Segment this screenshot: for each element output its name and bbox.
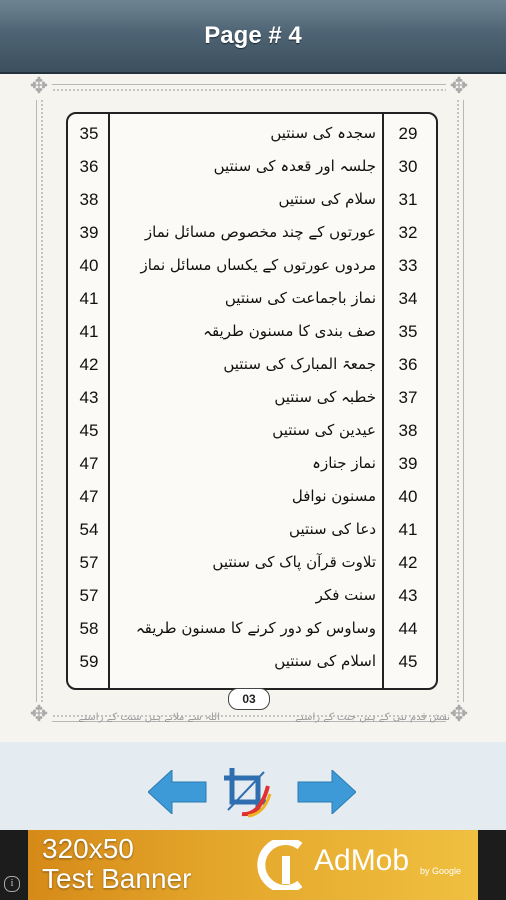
toc-title: سنت فکر <box>315 586 376 604</box>
toc-row <box>68 514 436 547</box>
toc-title: جلسہ اور قعدہ کی سنتیں <box>213 157 376 175</box>
toc-item-number: 38 <box>398 421 418 440</box>
ad-brand: AdMob <box>314 844 410 877</box>
toc-item-number: 45 <box>398 652 418 671</box>
admob-logo-icon <box>256 840 306 890</box>
toc-item-number: 39 <box>398 454 418 473</box>
toc-row <box>68 283 436 316</box>
toc-page-number: 35 <box>79 124 99 143</box>
toc-row <box>68 250 436 283</box>
corner-ornament-icon: ✥ <box>26 74 52 100</box>
toc-page-number: 38 <box>79 190 99 209</box>
toc-title: نماز جنازہ <box>312 454 376 472</box>
right-arrow-icon[interactable] <box>296 770 356 814</box>
toc-page-number: 57 <box>79 586 99 605</box>
toc-title: عیدین کی سنتیں <box>272 421 376 439</box>
toc-row <box>68 151 436 184</box>
toc-title: دعا کی سنتیں <box>289 520 376 538</box>
toc-item-number: 42 <box>398 553 418 572</box>
toc-page-number: 45 <box>79 421 99 440</box>
info-icon[interactable]: i <box>4 876 20 892</box>
toc-row <box>68 580 436 613</box>
ad-by-google: by Google <box>420 866 462 876</box>
toc-title: مردوں عورتوں کے یکساں مسائل نماز <box>140 256 376 274</box>
corner-ornament-icon: ✥ <box>446 702 472 728</box>
toc-title: تلاوت قرآن پاک کی سنتیں <box>212 553 376 571</box>
toc-item-number: 30 <box>398 157 418 176</box>
toc-item-number: 41 <box>398 520 418 539</box>
toc-item-number: 40 <box>398 487 418 506</box>
toc-page-number: 58 <box>79 619 99 638</box>
crop-icon[interactable] <box>222 764 272 818</box>
toc-row <box>68 613 436 646</box>
toc-title: سلام کی سنتیں <box>278 190 376 208</box>
toc-title: جمعۃ المبارک کی سنتیں <box>223 355 376 373</box>
toc-title: عورتوں کے چند مخصوص مسائل نماز <box>144 223 376 241</box>
footer-verse-left: اللہ سے ملاتے ہیں سنت کے راستے <box>78 712 220 723</box>
toc-row <box>68 382 436 415</box>
toc-page-number: 47 <box>79 487 99 506</box>
toc-title: وساوس کو دور کرنے کا مسنون طریقہ <box>135 619 376 637</box>
toc-item-number: 35 <box>398 322 418 341</box>
toc-page-number: 41 <box>79 289 99 308</box>
toc-page-number: 59 <box>79 652 99 671</box>
toc-title: مسنون نوافل <box>291 487 376 505</box>
toc-row <box>68 481 436 514</box>
toc-row <box>68 448 436 481</box>
toc-title: خطبہ کی سنتیں <box>274 388 376 406</box>
book-page-view[interactable] <box>0 74 506 742</box>
toc-page-number: 39 <box>79 223 99 242</box>
ad-size-text: 320x50 Test Banner <box>42 833 192 894</box>
page-title: Page # 4 <box>204 22 302 49</box>
toc-row <box>68 349 436 382</box>
toc-page-number: 57 <box>79 553 99 572</box>
toc-item-number: 36 <box>398 355 418 374</box>
corner-ornament-icon: ✥ <box>26 702 52 728</box>
toc-row <box>68 415 436 448</box>
toc-row <box>68 316 436 349</box>
toc-page-number: 54 <box>79 520 99 539</box>
toc-item-number: 29 <box>398 124 418 143</box>
book-page-number: 03 <box>228 688 270 710</box>
footer-verse-right: نقش قدم نبی کے ہیں جنت کے راستے <box>295 712 450 723</box>
toc-row <box>68 184 436 217</box>
toc-title: سجدہ کی سنتیں <box>270 124 376 142</box>
toc-page-number: 40 <box>79 256 99 275</box>
toc-page-number: 43 <box>79 388 99 407</box>
toc-item-number: 44 <box>398 619 418 638</box>
toc-page-number: 41 <box>79 322 99 341</box>
toc-title: صف بندی کا مسنون طریقہ <box>203 322 376 340</box>
toc-page-number: 42 <box>79 355 99 374</box>
toc-row <box>68 646 436 679</box>
toc-item-number: 32 <box>398 223 418 242</box>
toc-row <box>68 547 436 580</box>
toc-item-number: 33 <box>398 256 418 275</box>
toc-item-number: 31 <box>398 190 418 209</box>
left-arrow-icon[interactable] <box>148 770 208 814</box>
toc-title: اسلام کی سنتیں <box>274 652 376 670</box>
ad-creative[interactable] <box>28 830 478 900</box>
table-of-contents <box>66 112 438 690</box>
toc-item-number: 37 <box>398 388 418 407</box>
ad-banner[interactable] <box>0 830 506 900</box>
toc-page-number: 47 <box>79 454 99 473</box>
toc-page-number: 36 <box>79 157 99 176</box>
navigation-bar <box>0 742 506 830</box>
toc-row <box>68 118 436 151</box>
corner-ornament-icon: ✥ <box>446 74 472 100</box>
toc-item-number: 43 <box>398 586 418 605</box>
toc-title: نماز باجماعت کی سنتیں <box>224 289 376 307</box>
title-bar <box>0 0 506 74</box>
toc-item-number: 34 <box>398 289 418 308</box>
toc-row <box>68 217 436 250</box>
